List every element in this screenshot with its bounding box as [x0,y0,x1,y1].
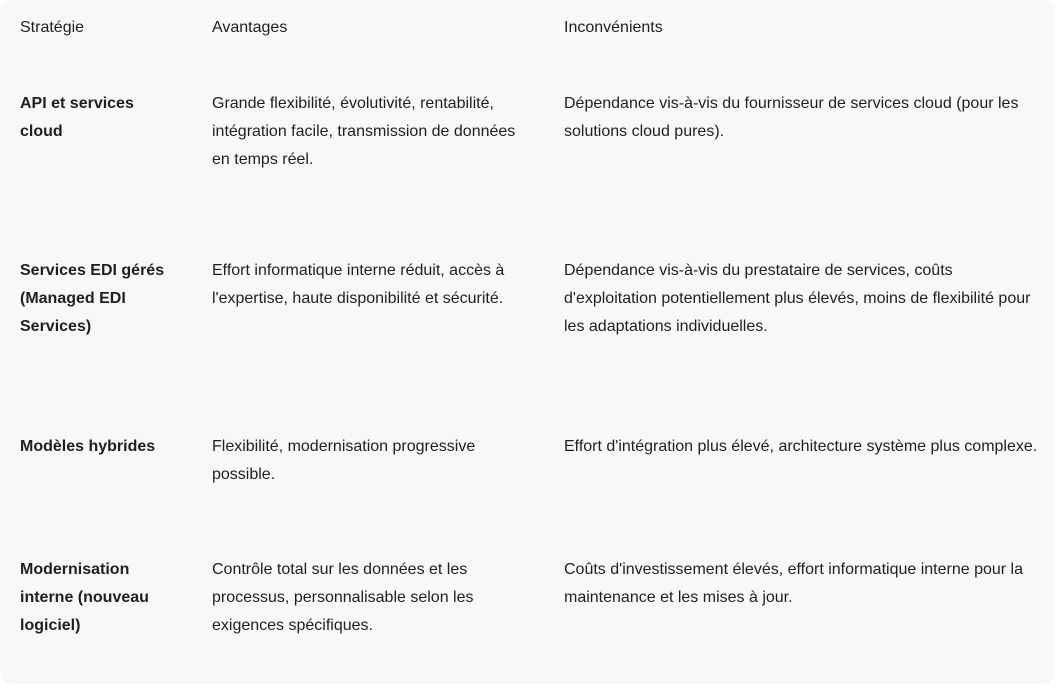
cell-advantages: Contrôle total sur les données et les processus, personnalisable selon les exigences spécifiques. [212,561,474,634]
cell-advantages: Effort informatique interne réduit, accès à l'expertise, haute disponibilité et sécurité. [212,262,505,307]
cell-strategy: Modèles hybrides [20,438,156,455]
cell-advantages: Flexibilité, modernisation progressive possible. [212,438,476,483]
cell-disadvantages: Effort d'intégration plus élevé, architecture système plus complexe. [564,438,1038,455]
table-row [0,423,1055,546]
cell-strategy: Modernisation interne (nouveau logiciel) [20,561,149,634]
table-row [0,546,1055,696]
cell-strategy: Services EDI gérés (Managed EDI Services) [20,262,165,335]
cell-strategy: API et services cloud [20,95,134,140]
table-row [0,247,1055,423]
cell-disadvantages: Coûts d'investissement élevés, effort informatique interne pour la maintenance et les mises à jour. [564,561,1023,606]
header-advantages: Avantages [212,19,288,36]
header-disadvantages: Inconvénients [564,19,663,36]
table-header [0,0,1055,80]
cell-disadvantages: Dépendance vis-à-vis du prestataire de services, coûts d'exploitation potentiellement plus élevés, moins de flexibilité pour les adaptations individuelles. [564,262,1031,335]
header-row [0,0,1055,80]
table-row [0,80,1055,247]
cell-advantages: Grande flexibilité, évolutivité, rentabilité, intégration facile, transmission de données en temps réel. [212,95,516,168]
header-strategy: Stratégie [20,19,85,36]
cell-disadvantages: Dépendance vis-à-vis du fournisseur de services cloud (pour les solutions cloud pures). [564,95,1019,140]
table-body [0,80,1055,696]
